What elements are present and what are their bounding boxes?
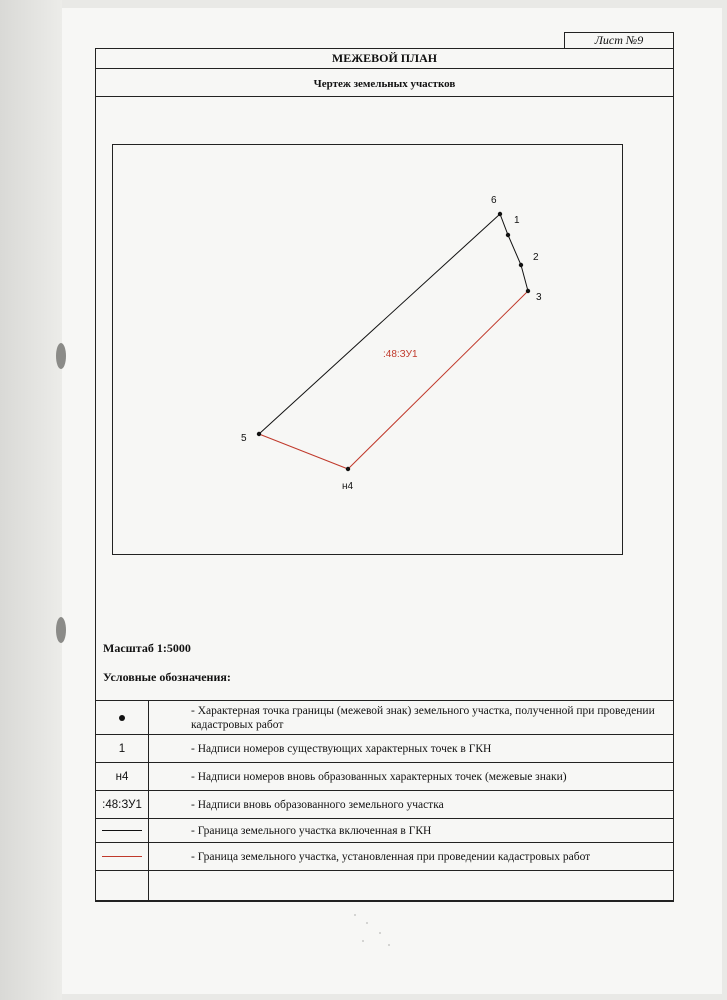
point-label-2: 2 — [533, 252, 539, 263]
boundary-point-n4 — [346, 467, 350, 471]
legend-symbol — [96, 871, 149, 901]
point-label-3: 3 — [536, 292, 542, 303]
boundary-point-5 — [257, 432, 261, 436]
legend-text: - Надписи номеров вновь образованных характерных точек (межевые знаки) — [149, 763, 674, 791]
point-label-n4: н4 — [342, 481, 354, 492]
point-label-5: 5 — [241, 433, 247, 444]
black-line-icon — [102, 830, 142, 831]
legend-text: - Граница земельного участка, установленная при проведении кадастровых работ — [149, 843, 674, 871]
legend-text: - Надписи номеров существующих характерных точек в ГКН — [149, 735, 674, 763]
point-label-6: 6 — [491, 195, 497, 206]
legend-symbol — [96, 701, 149, 735]
legend-text: - Надписи вновь образованного земельного участка — [149, 791, 674, 819]
dot-icon — [119, 715, 125, 721]
legend-text — [149, 871, 674, 901]
legend-symbol: :48:ЗУ1 — [96, 791, 149, 819]
legend-row — [96, 843, 674, 871]
legend-row — [96, 701, 674, 735]
legend-table — [95, 700, 674, 901]
point-label-1: 1 — [514, 215, 520, 226]
parcel-label: :48:ЗУ1 — [383, 349, 418, 360]
legend-title: Условные обозначения: — [103, 670, 231, 684]
sheet-number: Лист №9 — [564, 32, 674, 49]
existing-boundary-line — [259, 214, 528, 434]
boundary-point-1 — [506, 233, 510, 237]
scale-label: Масштаб 1:5000 — [103, 641, 191, 655]
page-title: МЕЖЕВОЙ ПЛАН — [96, 49, 673, 69]
new-boundary-line — [259, 291, 528, 469]
boundary-point-3 — [526, 289, 530, 293]
legend-row — [96, 791, 674, 819]
legend-row — [96, 871, 674, 901]
scan-margin — [0, 0, 62, 1000]
boundary-point-2 — [519, 263, 523, 267]
plot-svg — [113, 145, 624, 556]
punch-hole-icon — [56, 617, 66, 643]
legend-text: - Характерная точка границы (межевой знак) земельного участка, полученной при проведении кадастровых работ — [149, 701, 674, 735]
legend-row — [96, 819, 674, 843]
punch-hole-icon — [56, 343, 66, 369]
legend-row — [96, 735, 674, 763]
boundary-point-6 — [498, 212, 502, 216]
land-plot-drawing — [112, 144, 623, 555]
legend-symbol: 1 — [96, 735, 149, 763]
legend-text: - Граница земельного участка включенная в ГКН — [149, 819, 674, 843]
legend-symbol — [96, 843, 149, 871]
page-subtitle: Чертеж земельных участков — [96, 69, 673, 97]
scan-artifact — [345, 905, 405, 955]
legend-row — [96, 763, 674, 791]
legend-symbol — [96, 819, 149, 843]
red-line-icon — [102, 856, 142, 857]
legend-symbol: н4 — [96, 763, 149, 791]
